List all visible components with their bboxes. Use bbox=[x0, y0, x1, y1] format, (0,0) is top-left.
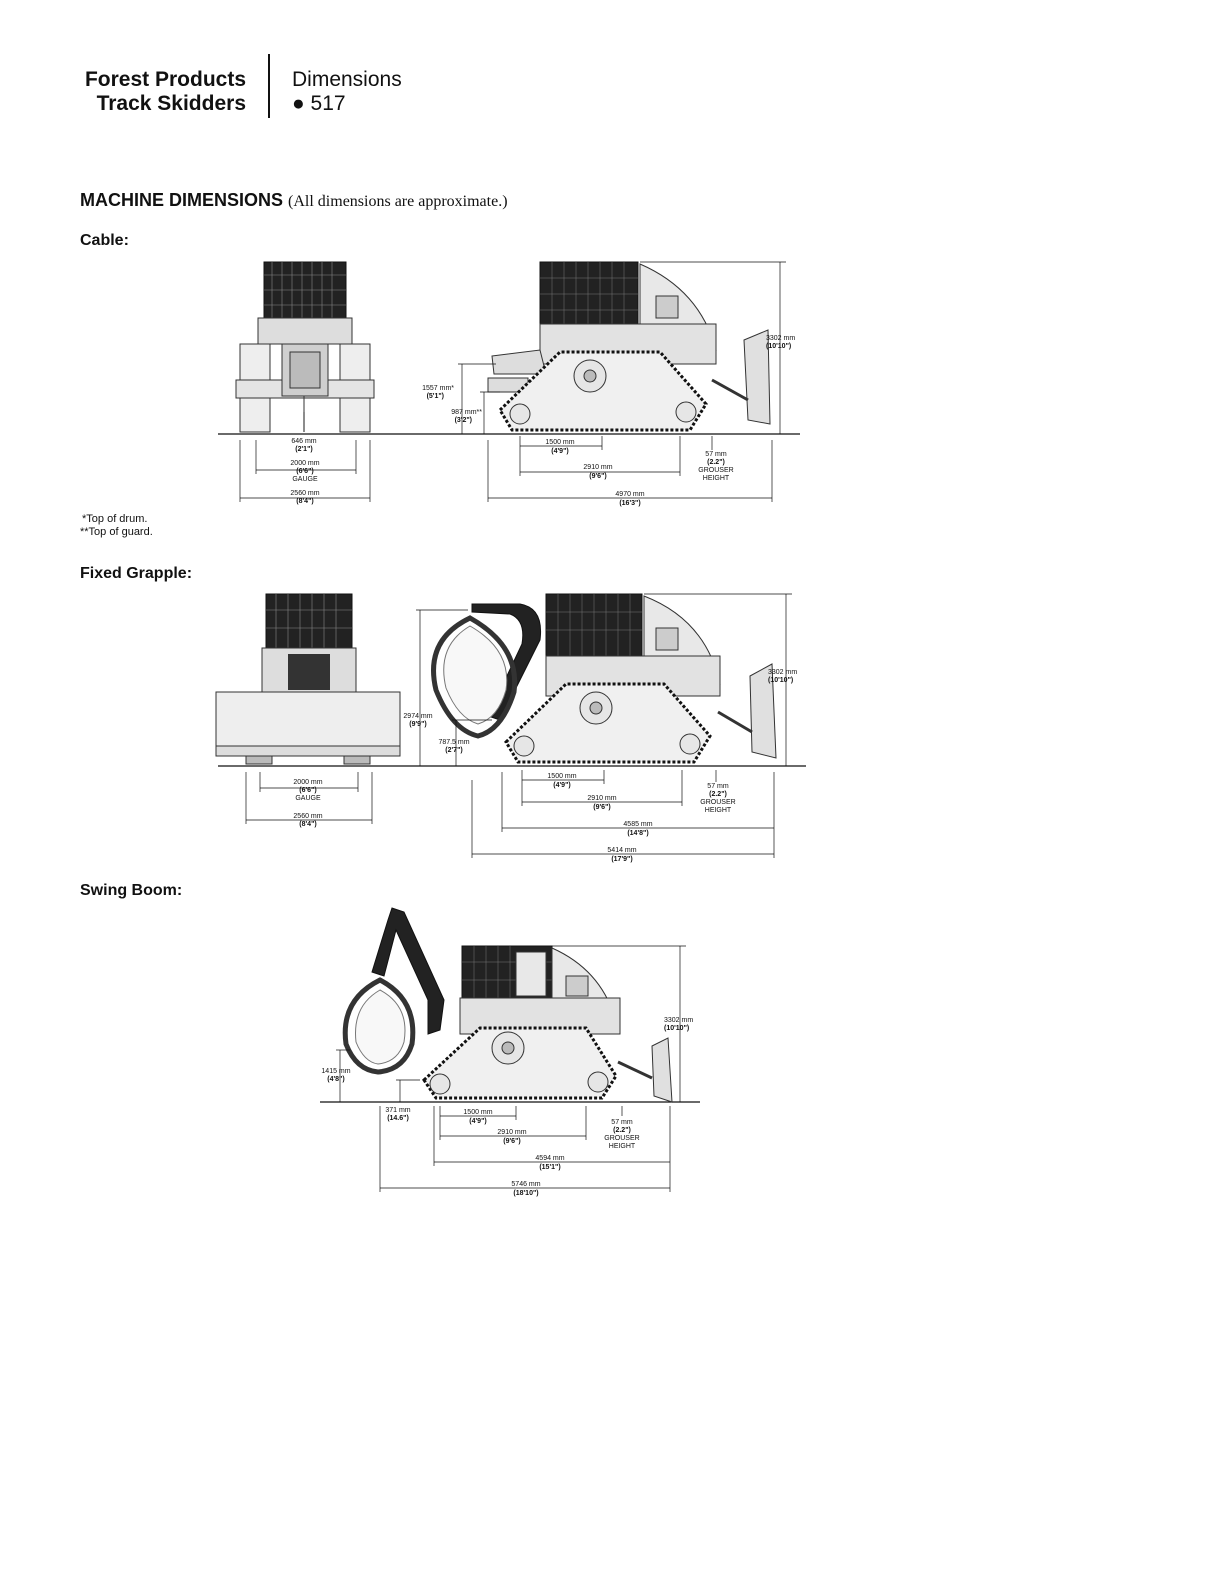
swing-side-h2-in: (4'8") bbox=[327, 1076, 345, 1083]
cable-side-track-in: (4'9") bbox=[551, 448, 569, 455]
swing-side-ground: 2910 mm bbox=[497, 1129, 527, 1136]
header-right-1: Dimensions bbox=[292, 68, 402, 91]
grapple-front-dim-3-in: (8'4") bbox=[299, 821, 317, 828]
grapple-side-ground-in: (9'6") bbox=[593, 804, 611, 811]
swing-side-view bbox=[345, 908, 672, 1102]
grapple-side-length-in: (14'8") bbox=[627, 830, 649, 837]
swing-side-h2: 1415 mm bbox=[321, 1068, 351, 1075]
grapple-front-dim-2-note: GAUGE bbox=[295, 795, 321, 802]
swing-side-grouser: 57 mm bbox=[611, 1119, 633, 1126]
cable-front-dim-3-in: (8'4") bbox=[296, 498, 314, 505]
header-line-2: Track Skidders bbox=[96, 92, 246, 115]
cable-side-length: 4970 mm bbox=[615, 491, 645, 498]
swing-side-grouser-note-2: HEIGHT bbox=[608, 1143, 636, 1150]
swing-side-overall: 5746 mm bbox=[511, 1181, 541, 1188]
cable-label: Cable: bbox=[80, 232, 129, 249]
grapple-side-grouser-note-1: GROUSER bbox=[700, 799, 736, 806]
cable-side-grouser: 57 mm bbox=[705, 451, 727, 458]
header-line-1: Forest Products bbox=[84, 68, 246, 91]
cable-side-guard-in: (3'2") bbox=[454, 417, 472, 424]
cable-side-guard: 987 mm** bbox=[451, 409, 482, 416]
grapple-side-height-in: (10'10") bbox=[768, 677, 794, 684]
cable-side-grouser-note-1: GROUSER bbox=[698, 467, 734, 474]
cable-side-drum-in: (5'1") bbox=[426, 393, 444, 400]
grapple-side-h3: 787.5 mm bbox=[438, 739, 470, 746]
cable-side-height: 3302 mm bbox=[766, 335, 796, 342]
cable-footnote-2: **Top of guard. bbox=[80, 526, 153, 538]
swing-side-height: 3302 mm bbox=[664, 1017, 694, 1024]
grapple-side-overall-in: (17'9") bbox=[611, 856, 633, 863]
swing-side-overall-in: (18'10") bbox=[513, 1190, 539, 1197]
grapple-side-grouser: 57 mm bbox=[707, 783, 729, 790]
grapple-side-track-in: (4'9") bbox=[553, 782, 571, 789]
section-title-text: MACHINE DIMENSIONS bbox=[80, 190, 284, 210]
fixed-grapple-label: Fixed Grapple: bbox=[80, 565, 193, 582]
swing-boom-label: Swing Boom: bbox=[80, 882, 183, 899]
header-right-2: ● 517 bbox=[292, 92, 346, 115]
cable-side-length-in: (16'3") bbox=[619, 500, 641, 507]
grapple-side-overall: 5414 mm bbox=[607, 847, 637, 854]
cable-side-grouser-note-2: HEIGHT bbox=[702, 475, 730, 482]
swing-side-length-in: (15'1") bbox=[539, 1164, 561, 1171]
grapple-front-dim-3: 2560 mm bbox=[293, 813, 323, 820]
swing-side-grouser-in: (2.2") bbox=[613, 1127, 631, 1134]
swing-side-ground-in: (9'6") bbox=[503, 1138, 521, 1145]
section-note: (All dimensions are approximate.) bbox=[288, 193, 508, 210]
cable-front-dim-1: 646 mm bbox=[291, 438, 317, 445]
swing-side-h3: 371 mm bbox=[385, 1107, 411, 1114]
grapple-side-length: 4585 mm bbox=[623, 821, 653, 828]
grapple-side-grouser-note-2: HEIGHT bbox=[704, 807, 732, 814]
cable-side-ground: 2910 mm bbox=[583, 464, 613, 471]
grapple-side-ground: 2910 mm bbox=[587, 795, 617, 802]
grapple-front-dim-2-in: (6'6") bbox=[299, 787, 317, 794]
grapple-side-track: 1500 mm bbox=[547, 773, 577, 780]
grapple-side-h2: 2974 mm bbox=[403, 713, 433, 720]
grapple-front-dim-2: 2000 mm bbox=[293, 779, 323, 786]
grapple-side-grouser-in: (2.2") bbox=[709, 791, 727, 798]
cable-front-dim-1-in: (2'1") bbox=[295, 446, 313, 453]
cable-side-height-in: (10'10") bbox=[766, 343, 792, 350]
grapple-side-h2-in: (9'9") bbox=[409, 721, 427, 728]
swing-side-track-in: (4'9") bbox=[469, 1118, 487, 1125]
cable-front-dim-2-in: (6'6") bbox=[296, 468, 314, 475]
cable-side-track: 1500 mm bbox=[545, 439, 575, 446]
grapple-side-h3-in: (2'7") bbox=[445, 747, 463, 754]
cable-footnote-1: *Top of drum. bbox=[82, 513, 148, 525]
swing-side-track: 1500 mm bbox=[463, 1109, 493, 1116]
grapple-side-height: 3302 mm bbox=[768, 669, 798, 676]
cable-front-dim-2: 2000 mm bbox=[290, 460, 320, 467]
swing-side-h3-in: (14.6") bbox=[387, 1115, 409, 1122]
cable-side-drum: 1557 mm* bbox=[422, 385, 454, 392]
swing-side-height-in: (10'10") bbox=[664, 1025, 690, 1032]
swing-side-length: 4594 mm bbox=[535, 1155, 565, 1162]
cable-front-dim-2-note: GAUGE bbox=[292, 476, 318, 483]
swing-side-grouser-note-1: GROUSER bbox=[604, 1135, 640, 1142]
cable-front-dim-3: 2560 mm bbox=[290, 490, 320, 497]
cable-side-grouser-in: (2.2") bbox=[707, 459, 725, 466]
cable-side-ground-in: (9'6") bbox=[589, 473, 607, 480]
